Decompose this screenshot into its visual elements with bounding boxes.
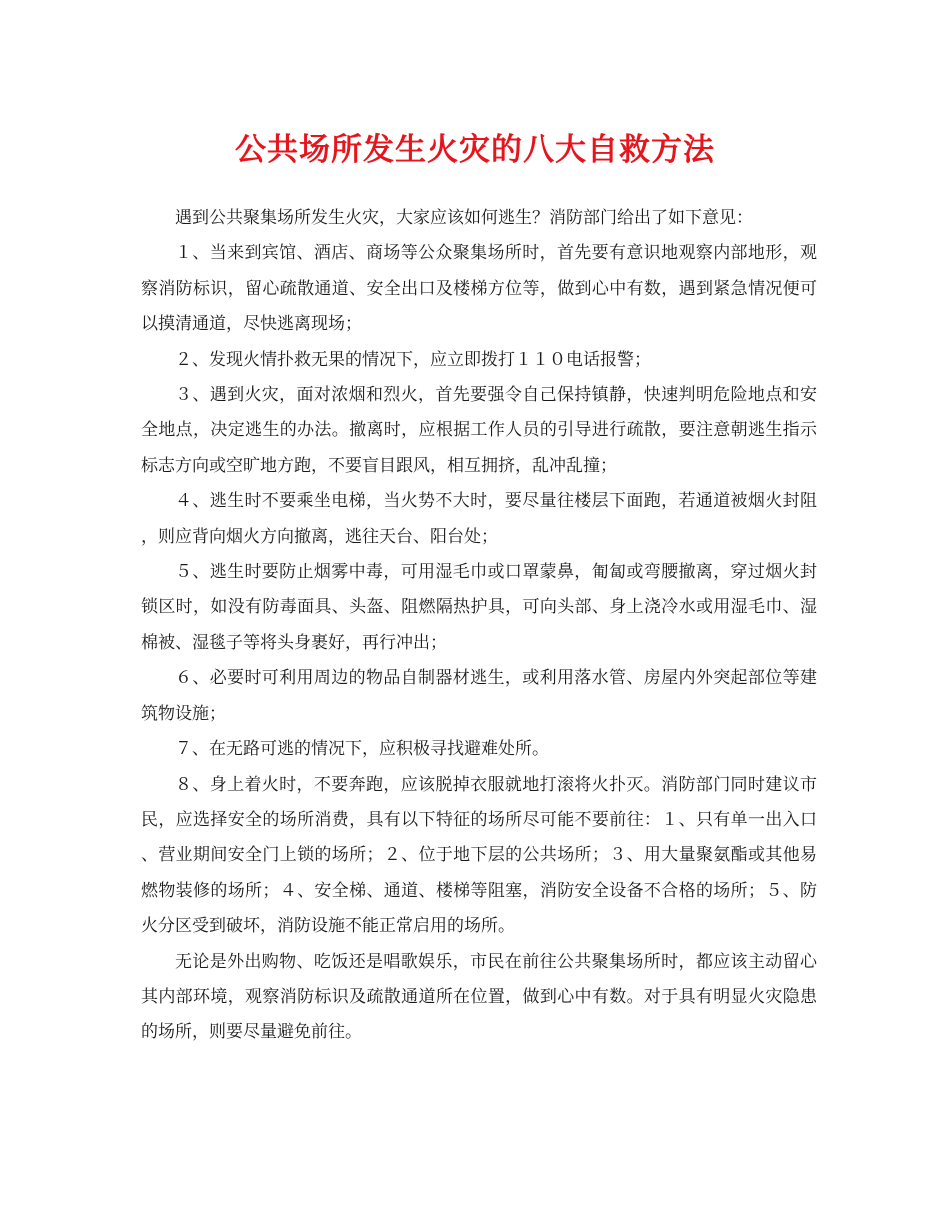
tip-4-paragraph: ４、逃生时不要乘坐电梯，当火势不大时，要尽量往楼层下面跑，若通道被烟火封阻，则应背向烟火方向撤离，逃往天台、阳台处； [141, 491, 817, 547]
document-body [141, 201, 817, 1051]
conclusion-paragraph: 无论是外出购物、吃饭还是唱歌娱乐，市民在前往公共聚集场所时，都应该主动留心其内部环境，观察消防标识及疏散通道所在位置，做到心中有数。对于具有明显火灾隐患的场所，则要尽量避免前往。 [141, 951, 817, 1043]
tip-3-paragraph: ３、遇到火灾，面对浓烟和烈火，首先要强令自己保持镇静，快速判明危险地点和安全地点，决定逃生的办法。撤离时，应根据工作人员的引导进行疏散，要注意朝逃生指示标志方向或空旷地方跑，不要盲目跟风，相互拥挤，乱冲乱撞； [141, 385, 817, 476]
tip-2-paragraph: ２、发现火情扑救无果的情况下，应立即拨打１１０电话报警； [175, 349, 651, 370]
document-title: 公共场所发生火灾的八大自救方法 [235, 132, 715, 168]
tip-6-paragraph: ６、必要时可利用周边的物品自制器材逃生，或利用落水管、房屋内外突起部位等建筑物设施； [141, 668, 817, 724]
intro-paragraph: 遇到公共聚集场所发生火灾，大家应该如何逃生？消防部门给出了如下意见： [175, 208, 753, 228]
tip-7-paragraph: ７、在无路可逃的情况下，应积极寻找避难处所。 [175, 739, 549, 760]
tip-8-paragraph: ８、身上着火时，不要奔跑，应该脱掉衣服就地打滚将火扑灭。消防部门同时建议市民，应选择安全的场所消费，具有以下特征的场所尽可能不要前往：１、只有单一出入口、营业期间安全门上锁的场所；２、位于地下层的公共场所；３、用大量聚氨酯或其他易燃物装修的场所；４、安全梯、通道、楼梯等阻塞，消防安全设备不合格的场所；５、防火分区受到破坏，消防设施不能正常启用的场所。 [141, 774, 817, 937]
tip-1-paragraph: １、当来到宾馆、酒店、商场等公众聚集场所时，首先要有意识地观察内部地形，观察消防标识，留心疏散通道、安全出口及楼梯方位等，做到心中有数，遇到紧急情况便可以摸清通道，尽快逃离现场； [141, 243, 817, 335]
tip-5-paragraph: ５、逃生时要防止烟雾中毒，可用湿毛巾或口罩蒙鼻，匍匐或弯腰撤离，穿过烟火封锁区时，如没有防毒面具、头盔、阻燃隔热护具，可向头部、身上浇冷水或用湿毛巾、湿棉被、湿毯子等将头身裹好，再行冲出； [141, 562, 817, 653]
